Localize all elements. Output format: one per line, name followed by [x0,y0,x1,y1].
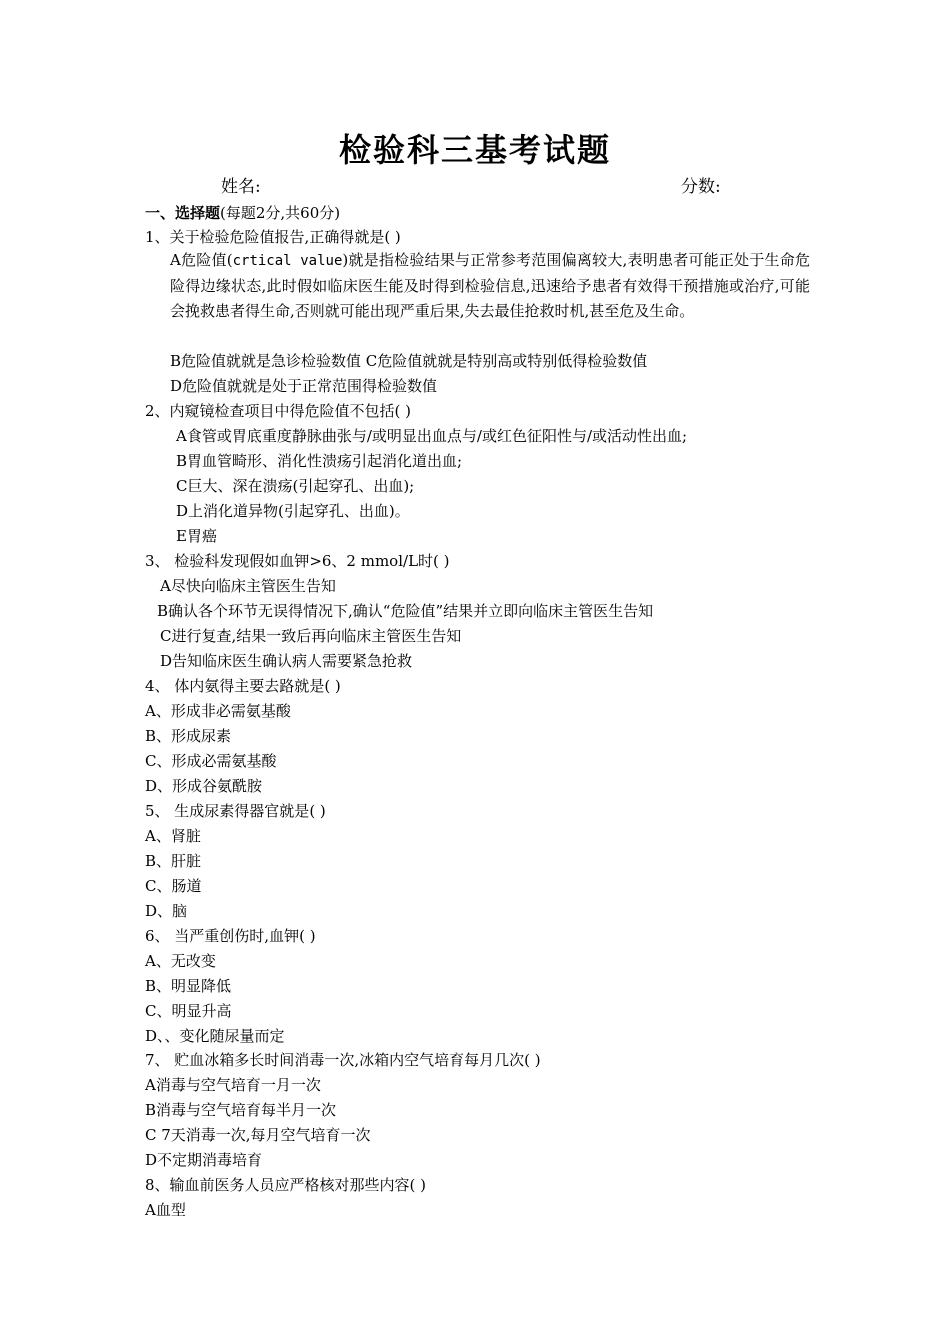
question-option: D危险值就就是处于正常范围得检验数值 [170,377,438,395]
option-code: crtical value [232,253,343,269]
question-option: A、无改变 [145,952,216,970]
question-option: B消毒与空气培育每半月一次 [145,1101,337,1119]
question-stem: 5、 生成尿素得器官就是( ) [145,802,326,820]
question-option: C、形成必需氨基酸 [145,752,277,770]
question-option: C巨大、深在溃疡(引起穿孔、出血); [176,477,415,495]
question-stem: 2、内窥镜检查项目中得危险值不包括( ) [145,402,412,420]
question-option: D上消化道异物(引起穿孔、出血)。 [176,502,410,520]
question-option: D、形成谷氨酰胺 [145,777,263,795]
name-label: 姓名: [221,177,261,197]
section-note: (每题2分,共60分) [220,204,341,222]
option-suffix: )就是指检验结果与正常参考范围偏离较大,表明患者可能正处于生命危险得边缘状态,此时假如临床医生能及时得到检验信息,迅速给予患者有效得干预措施或治疗,可能会挽救患者得生命,否则就可能出现严重后果,失去最佳抢救时机,甚至危及生命。 [170,251,811,320]
question-option: D告知临床医生确认病人需要紧急抢救 [160,652,413,670]
question-option: A血型 [145,1201,186,1219]
question-option: B、形成尿素 [145,727,232,745]
question-option: B胃血管畸形、消化性溃疡引起消化道出血; [176,452,463,470]
question-stem: 6、 当严重创伤时,血钾( ) [145,927,316,945]
question-option: C 7天消毒一次,每月空气培育一次 [145,1126,371,1144]
question-option: C、肠道 [145,877,202,895]
document-title: 检验科三基考试题 [338,131,611,169]
question-option: B、明显降低 [145,977,232,995]
question-option: B确认各个环节无误得情况下,确认“危险值”结果并立即向临床主管医生告知 [157,602,654,620]
question-option: A、形成非必需氨基酸 [145,702,291,720]
option-prefix: A危险值( [170,251,233,269]
question-option: D不定期消毒培育 [145,1151,263,1169]
question-stem: 4、 体内氨得主要去路就是( ) [145,677,341,695]
question-stem: 3、 检验科发现假如血钾>6、2 mmol/L时( ) [145,552,450,570]
question-option: A食管或胃底重度静脉曲张与/或明显出血点与/或红色征阳性与/或活动性出血; [176,427,688,445]
question-option: C进行复查,结果一致后再向临床主管医生告知 [160,627,462,645]
question-option [170,248,810,324]
question-option: D、、变化随尿量而定 [145,1027,285,1045]
question-stem: 1、关于检验危险值报告,正确得就是( ) [145,228,401,246]
section-heading [145,202,340,224]
question-option: C、明显升高 [145,1002,232,1020]
score-label: 分数: [681,177,721,197]
question-option: B危险值就就是急诊检验数值 C危险值就就是特别高或特别低得检验数值 [170,352,648,370]
question-option: E胃癌 [176,527,217,545]
question-option: B、肝脏 [145,852,202,870]
question-option: D、脑 [145,902,188,920]
question-option: A、肾脏 [145,827,201,845]
question-option: A尽快向临床主管医生告知 [160,577,336,595]
section-label: 一、选择题 [145,204,221,222]
question-option: A消毒与空气培育一月一次 [145,1076,321,1094]
question-stem: 7、 贮血冰箱多长时间消毒一次,冰箱内空气培育每月几次( ) [145,1051,541,1069]
question-stem: 8、输血前医务人员应严格核对那些内容( ) [145,1176,427,1194]
